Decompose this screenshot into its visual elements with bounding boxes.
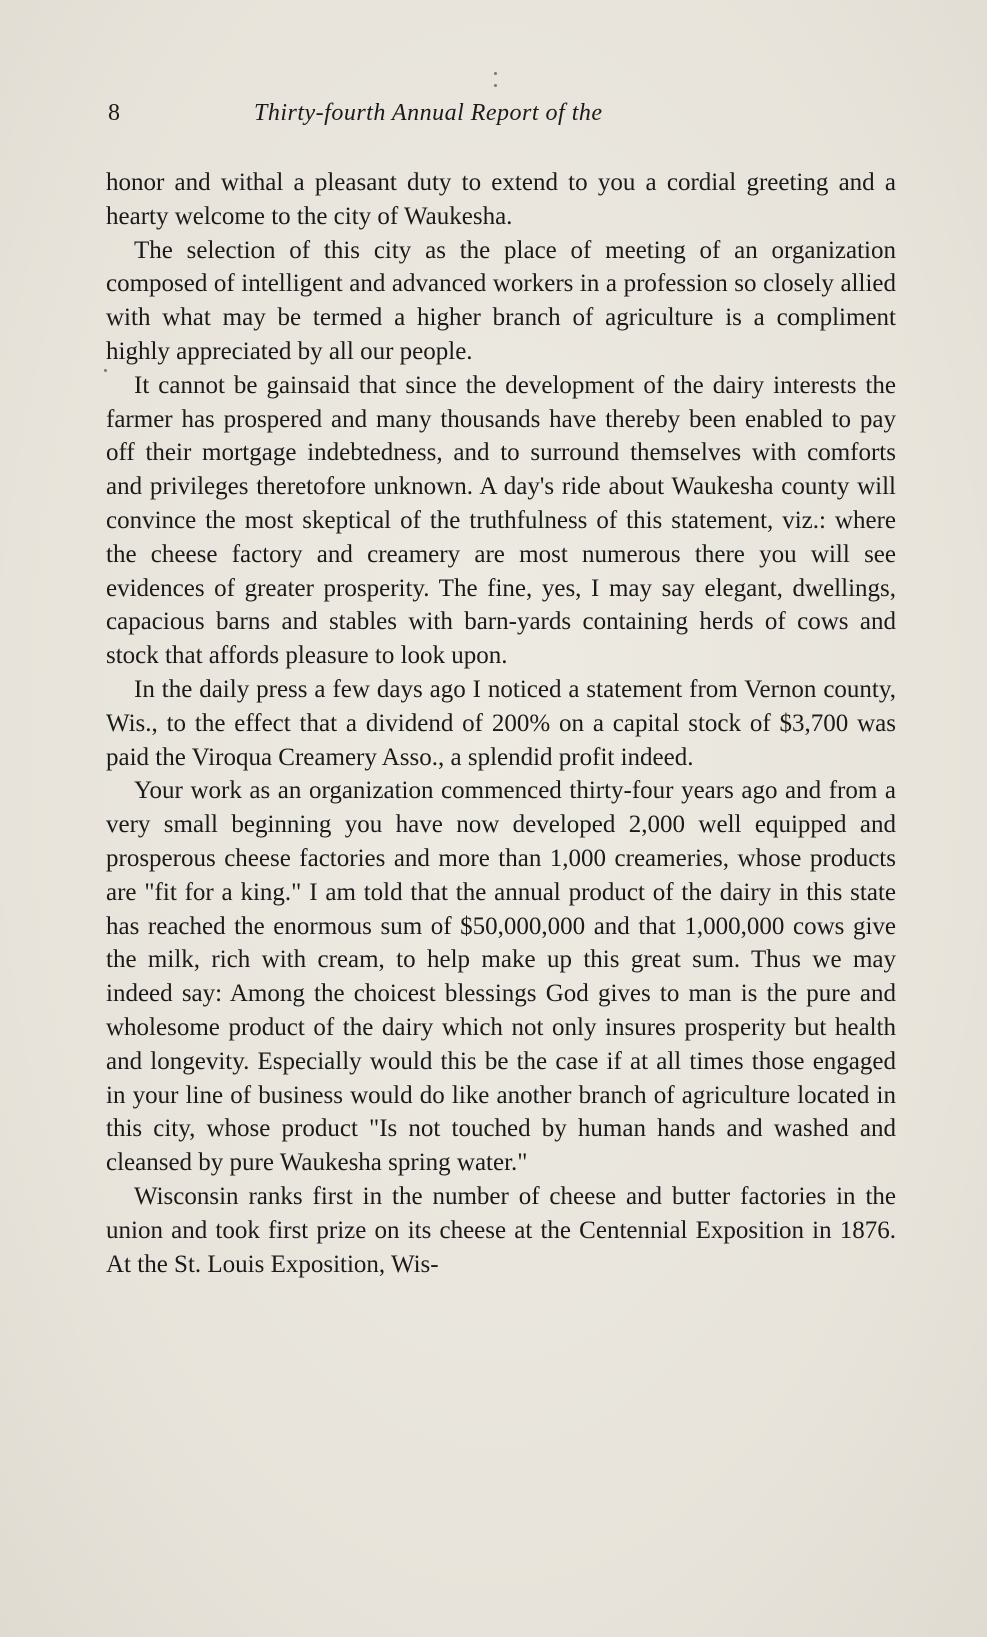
paragraph: In the daily press a few days ago I noticed a statement from Vernon county, Wis., to the effect that a dividend of 200% on a capital stock of $3,700 was paid the Viroqua Creamery Asso., a splendid profit indeed.	[106, 675, 896, 771]
print-speck	[494, 72, 497, 75]
page-number: 8	[108, 100, 120, 126]
paragraph: honor and withal a pleasant duty to extend to you a cordial greeting and a hearty welcome to the city of Waukesha.	[106, 169, 896, 230]
paragraph: Wisconsin ranks first in the number of cheese and butter factories in the union and took first prize on its cheese at the Centennial Exposition in 1876. At the St. Louis Exposition, Wis-	[106, 1182, 896, 1278]
body-text	[106, 166, 896, 1281]
paragraph: It cannot be gainsaid that since the development of the dairy interests the farmer has prospered and many thousands have thereby been enabled to pay off their mortgage indebtedness, and to surround themselves with comforts and privileges theretofore unknown. A day's ride about Waukesha county will convince the most skeptical of the truthfulness of this statement, viz.: where the cheese factory and creamery are most numerous there you will see evidences of greater prosperity. The fine, yes, I may say elegant, dwellings, capacious barns and stables with barn-yards containing herds of cows and stock that affords pleasure to look upon.	[106, 371, 896, 670]
paragraph: The selection of this city as the place of meeting of an organization composed of intelligent and advanced workers in a profession so closely allied with what may be termed a higher branch of agriculture is a compliment highly appreciated by all our people.	[106, 236, 896, 365]
running-head: Thirty-fourth Annual Report of the	[254, 100, 603, 126]
print-speck	[494, 84, 497, 87]
paragraph: Your work as an organization commenced thirty-four years ago and from a very small beginning you have now developed 2,000 well equipped and prosperous cheese factories and more than 1,000 creameries, whose products are "fit for a king." I am told that the annual product of the dairy in this state has reached the enormous sum of $50,000,000 and that 1,000,000 cows give the milk, rich with cream, to help make up this great sum. Thus we may indeed say: Among the choicest blessings God gives to man is the pure and wholesome product of the dairy which not only insures prosperity but health and longevity. Especially would this be the case if at all times those engaged in your line of business would do like another branch of agriculture located in this city, whose product "Is not touched by human hands and washed and cleansed by pure Waukesha spring water."	[106, 777, 896, 1177]
page-header	[108, 100, 736, 136]
